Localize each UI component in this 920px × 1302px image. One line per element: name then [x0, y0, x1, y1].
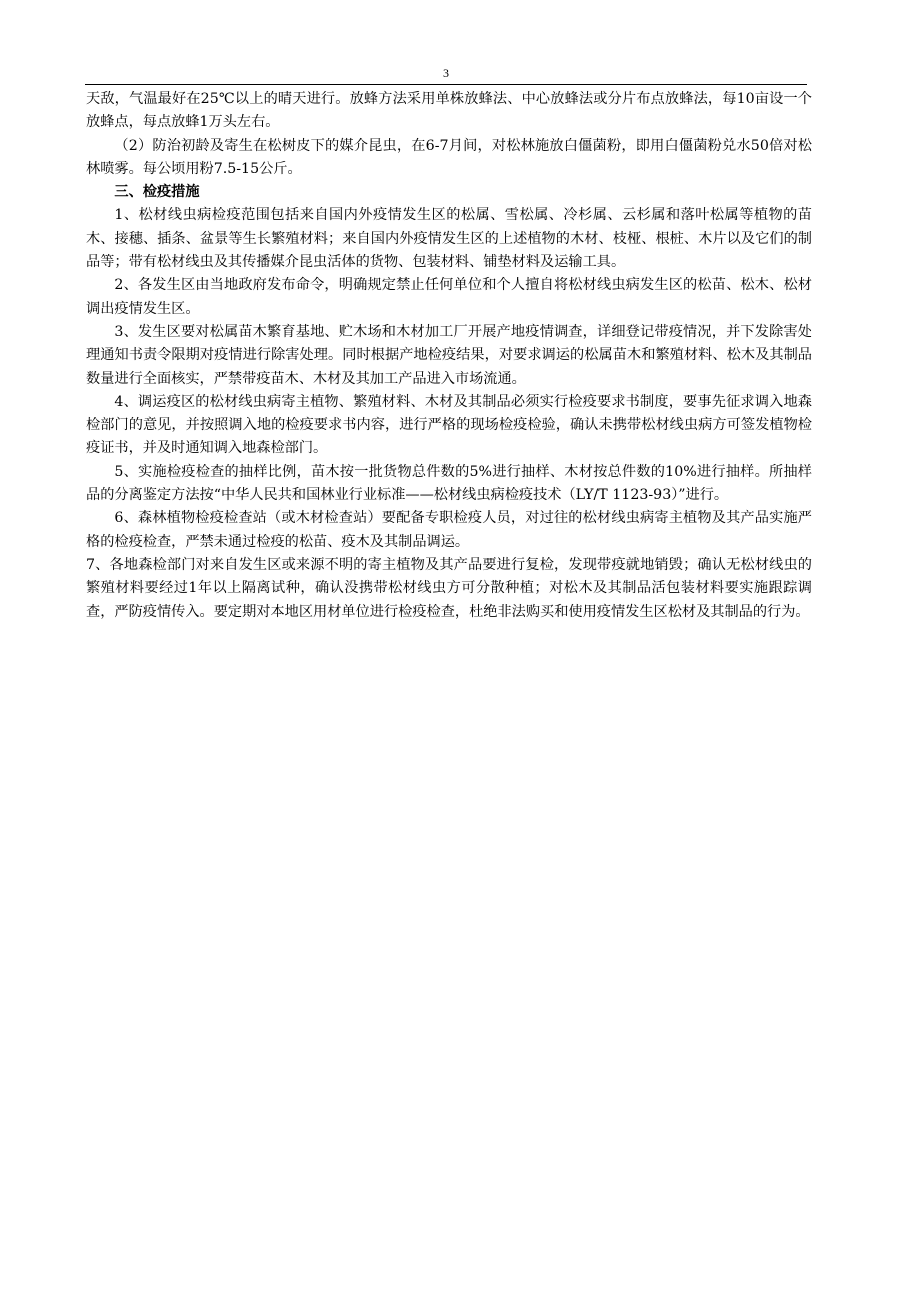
paragraph-item-2: 2、各发生区由当地政府发布命令，明确规定禁止任何单位和个人擅自将松材线虫病发生区的松苗、松木、松材调出疫情发生区。 — [86, 277, 812, 317]
paragraph-item-7: 7、各地森检部门对来自发生区或来源不明的寄主植物及其产品要进行复检，发现带疫就地销毁；确认无松材线虫的繁殖材料要经过1年以上隔离试种，确认没携带松材线虫方可分散种植；对松木及其制品活包装材料要实施跟踪调查，严防疫情传入。要定期对本地区用材单位进行检疫检查，杜绝非法购买和使用疫情发生区松材及其制品的行为。 — [86, 556, 812, 620]
paragraph-item-6: 6、森林植物检疫检查站（或木材检查站）要配备专职检疫人员，对过往的松材线虫病寄主植物及其产品实施严格的检疫检查，严禁未通过检疫的松苗、疫木及其制品调运。 — [86, 510, 812, 550]
page-header — [85, 64, 807, 85]
paragraph-control-2: （2）防治初龄及寄生在松树皮下的媒介昆虫，在6-7月间，对松林施放白僵菌粉，即用白僵菌粉兑水50倍对松林喷雾。每公顷用粉7.5-15公斤。 — [86, 137, 812, 177]
paragraph-item-3: 3、发生区要对松属苗木繁育基地、贮木场和木材加工厂开展产地疫情调查，详细登记带疫情况，并下发除害处理通知书责令限期对疫情进行除害处理。同时根据产地检疫结果，对要求调运的松属苗木和繁殖材料、松木及其制品数量进行全面核实，严禁带疫苗木、木材及其加工产品进入市场流通。 — [86, 323, 812, 387]
page-number: 3 — [443, 66, 449, 80]
paragraph-item-4: 4、调运疫区的松材线虫病寄主植物、繁殖材料、木材及其制品必须实行检疫要求书制度，要事先征求调入地森检部门的意见，并按照调入地的检疫要求书内容，进行严格的现场检疫检验，确认未携带松材线虫病方可签发植物检疫证书，并及时通知调入地森检部门。 — [86, 393, 812, 457]
paragraph-item-5: 5、实施检疫检查的抽样比例，苗木按一批货物总件数的5%进行抽样、木材按总件数的10%进行抽样。所抽样品的分离鉴定方法按“中华人民共和国林业行业标准——松材线虫病检疫技术（LY/T 1123-93）”进行。 — [86, 463, 812, 504]
paragraph-item-1: 1、松材线虫病检疫范围包括来自国内外疫情发生区的松属、雪松属、冷杉属、云杉属和落叶松属等植物的苗木、接穗、插条、盆景等生长繁殖材料；来自国内外疫情发生区的上述植物的木材、枝桠、根桩、木片以及它们的制品等；带有松材线虫及其传播媒介昆虫活体的货物、包装材料、铺垫材料及运输工具。 — [86, 207, 812, 271]
paragraph-continuation: 天敌，气温最好在25℃以上的晴天进行。放蜂方法采用单株放蜂法、中心放蜂法或分片布点放蜂法，每10亩设一个放蜂点，每点放蜂1万头左右。 — [86, 91, 812, 131]
section-heading-quarantine: 三、检疫措施 — [114, 184, 200, 201]
document-body — [86, 88, 812, 624]
